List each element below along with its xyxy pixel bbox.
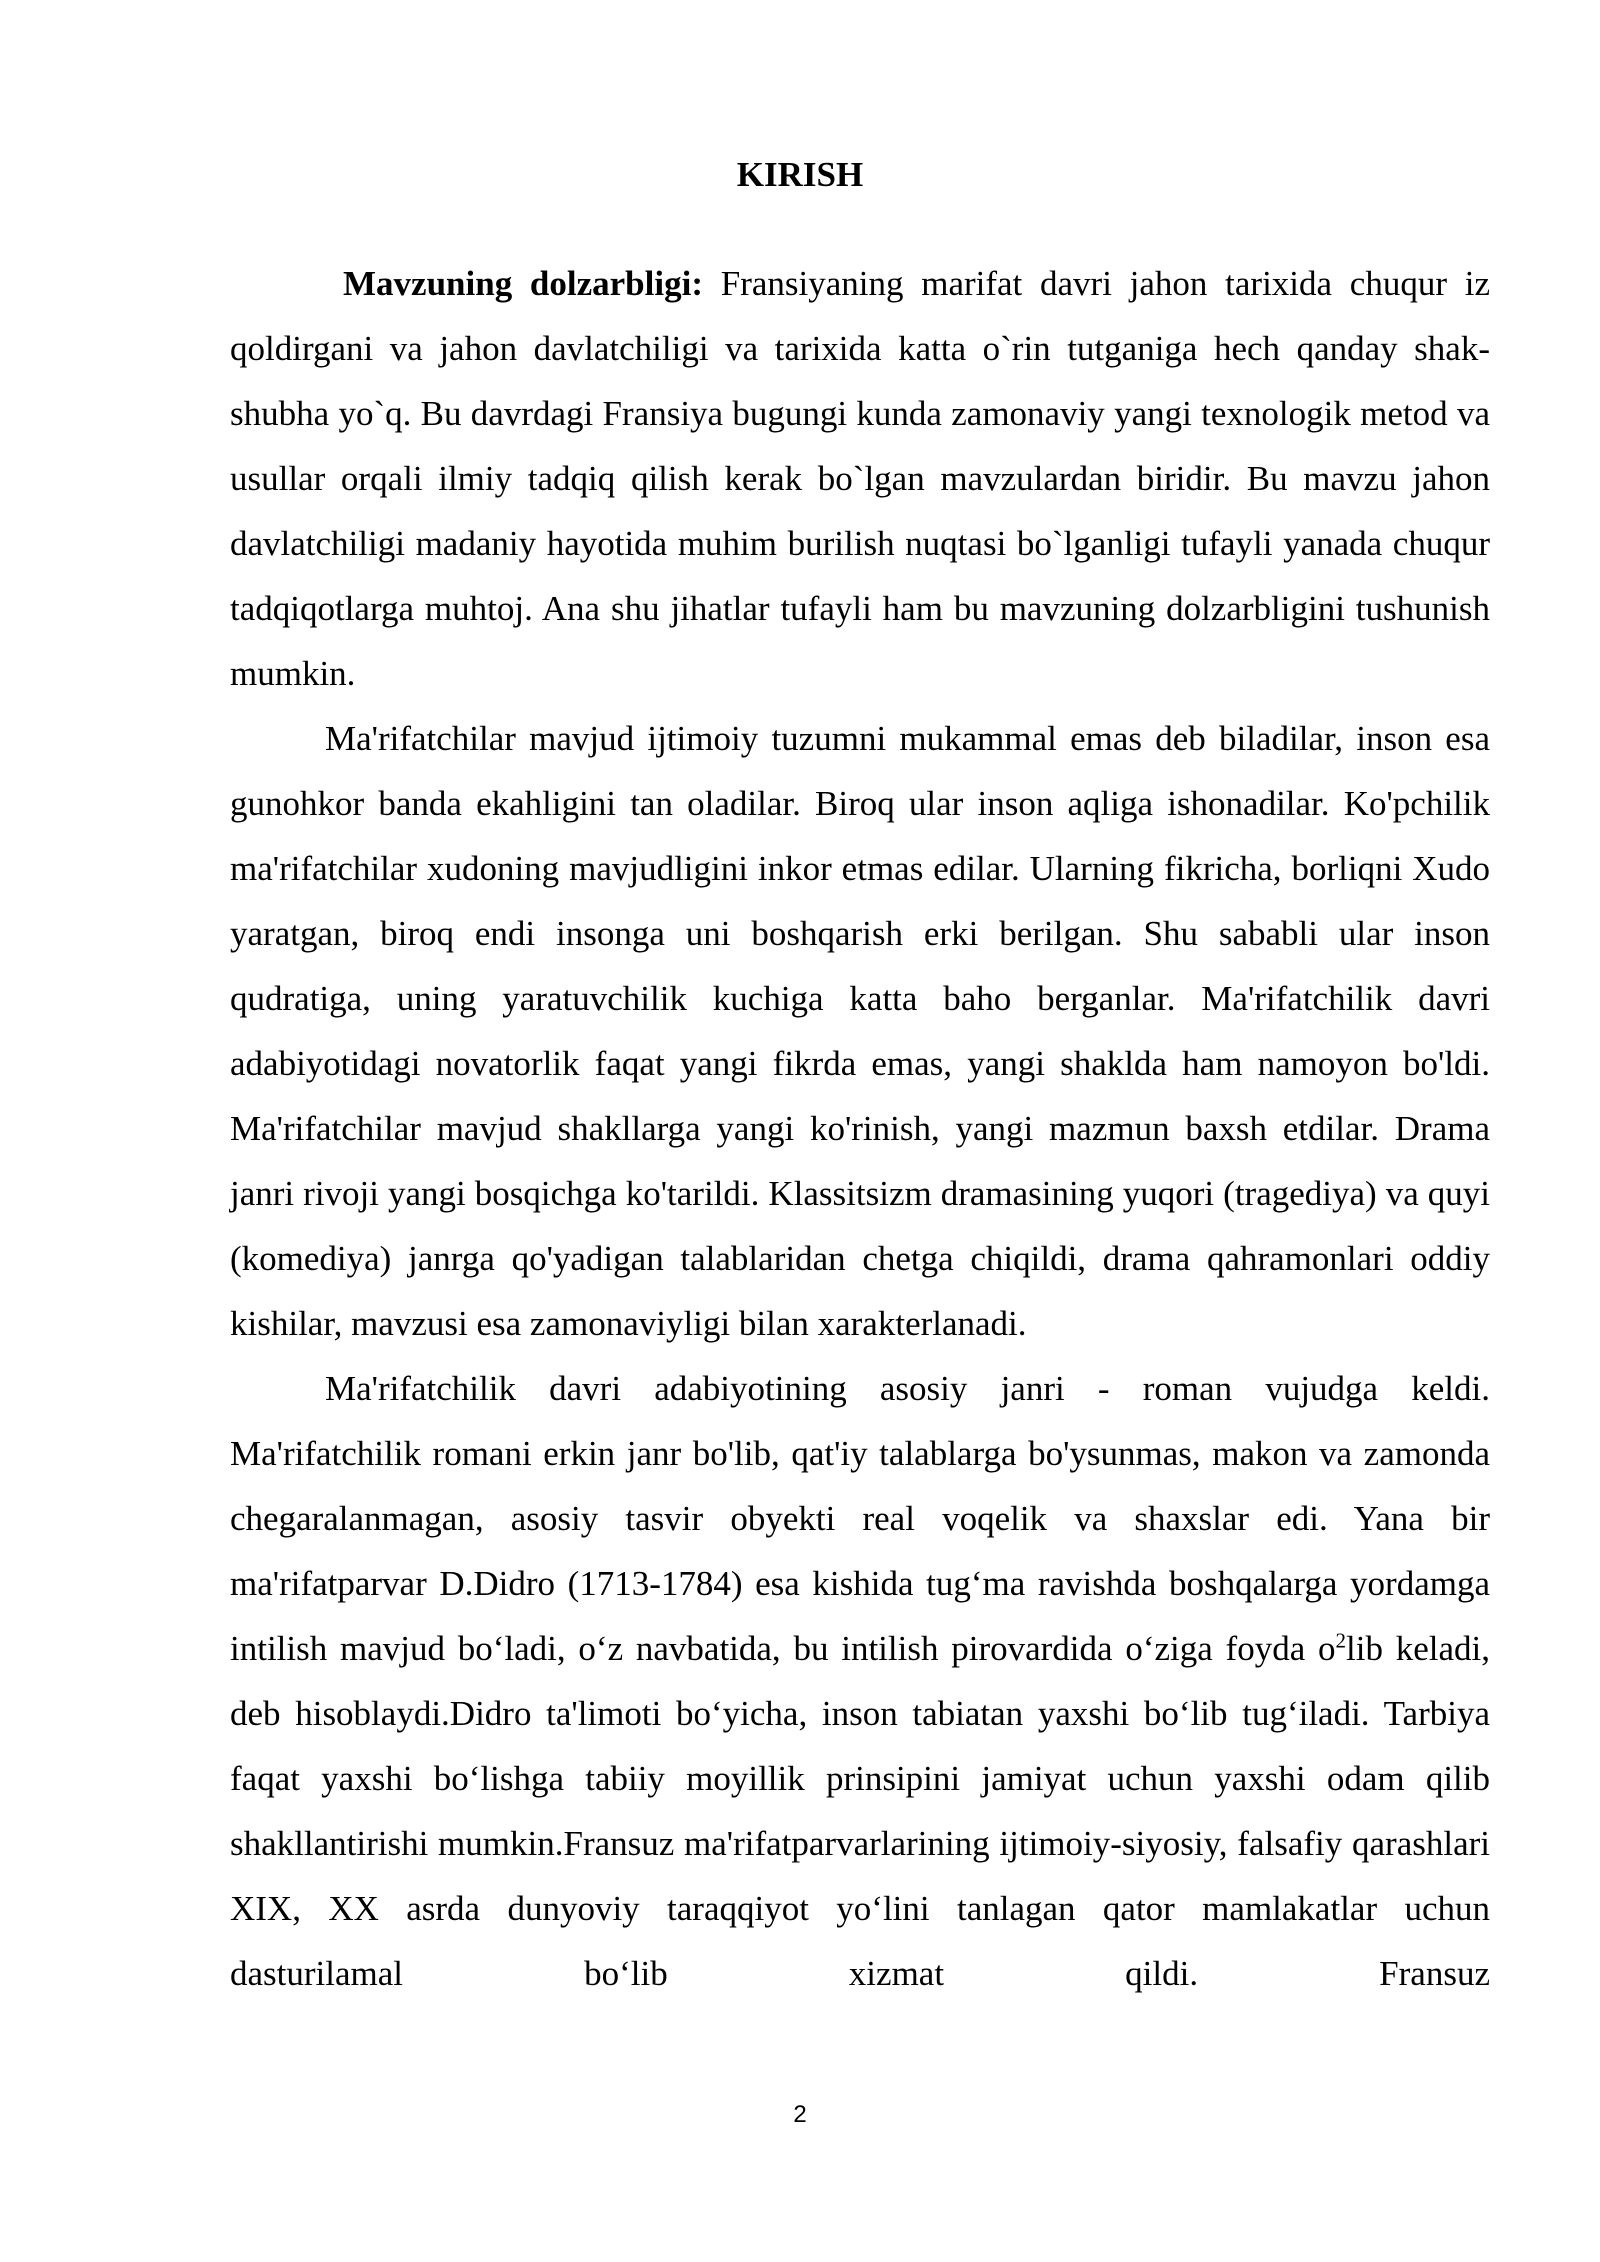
page-title: KIRISH <box>736 155 864 194</box>
paragraph-text-before-footnote: Ma'rifatchilik davri adabiyotining asosiy janri - roman vujudga keldi. Ma'rifatchilik romani erkin janr bo'lib, qat'iy talablarga bo'ysunmas, makon va zamonda chegaralanmagan, asosiy tasvir obyekti real voqelik va shaxslar edi. Yana bir ma'rifatparvar D.Didro (1713-1784) esa kishida tug‘ma ravishda boshqalarga yordamga intilish mavjud bo‘ladi, o‘z navbatida, bu intilish pirovardida o‘ziga foyda o <box>230 1369 1490 1668</box>
body-text <box>230 251 1490 2006</box>
paragraph-relevance <box>230 251 1490 706</box>
paragraph-text: Fransiyaning marifat davri jahon tarixida chuqur iz qoldirgani va jahon davlatchiligi va tarixida katta o`rin tutganiga hech qanday shak-shubha yo`q. Bu davrdagi Fransiya bugungi kunda zamonaviy yangi texnologik metod va usullar orqali ilmiy tadqiq qilish kerak bo`lgan mavzulardan biridir. Bu mavzu jahon davlatchiligi madaniy hayotida muhim burilish nuqtasi bo`lganligi tufayli yanada chuqur tadqiqotlarga muhtoj. Ana shu jihatlar tufayli ham bu mavzuning dolzarbligini tushunish mumkin. <box>230 264 1490 693</box>
paragraph-enlighteners <box>230 706 1490 1356</box>
paragraph-novel-genre <box>230 1356 1490 2006</box>
page-number: 2 <box>793 2101 807 2128</box>
paragraph-text-after-footnote: lib keladi, deb hisoblaydi.Didro ta'limoti bo‘yicha, inson tabiatan yaxshi bo‘lib tug‘iladi. Tarbiya faqat yaxshi bo‘lishga tabiiy moyillik prinsipini jamiyat uchun yaxshi odam qilib shakllantirishi mumkin.Fransuz ma'rifatparvarlarining ijtimoiy-siyosiy, falsafiy qarashlari XIX, XX asrda dunyoviy taraqqiyot yo‘lini tanlagan qator mamlakatlar uchun dasturilamal bo‘lib xizmat qildi. Fransuz <box>230 1629 1491 1993</box>
paragraph-lead-heading: Mavzuning dolzarbligi: <box>343 264 703 303</box>
footnote-reference: 2 <box>1335 1628 1347 1653</box>
paragraph-text: Ma'rifatchilar mavjud ijtimoiy tuzumni mukammal emas deb biladilar, inson esa gunohkor banda ekahligini tan oladilar. Biroq ular inson aqliga ishonadilar. Ko'pchilik ma'rifatchilar xudoning mavjudligini inkor etmas edilar. Ularning fikricha, borliqni Xudo yaratgan, biroq endi insonga uni boshqarish erki berilgan. Shu sababli ular inson qudratiga, uning yaratuvchilik kuchiga katta baho berganlar. Ma'rifatchilik davri adabiyotidagi novatorlik faqat yangi fikrda emas, yangi shaklda ham namoyon bo'ldi. Ma'rifatchilar mavjud shakllarga yangi ko'rinish, yangi mazmun baxsh etdilar. Drama janri rivoji yangi bosqichga ko'tarildi. Klassitsizm dramasining yuqori (tragediya) va quyi (komediya) janrga qo'yadigan talablaridan chetga chiqildi, drama qahramonlari oddiy kishilar, mavzusi esa zamonaviyligi bilan xarakterlanadi. <box>230 719 1490 1343</box>
